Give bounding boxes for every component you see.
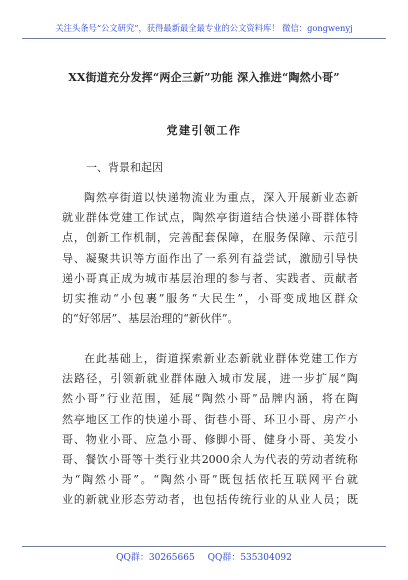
header-divider	[22, 38, 386, 39]
footer-qq-group-1: QQ群：30265665	[116, 553, 195, 563]
text-line: 哥 、 餐 饮 小 哥 等 十 类 行 业 共 2000 余 人 为 代 表 的 劳 动 者 统 称	[62, 452, 358, 466]
text-line: 递 小 哥 真 正 成 为 城 市 基 层 治 理 的 参 与 者 、 实 践 者 、 贡 献 者	[62, 271, 358, 285]
text-line: 陶 然 亭 街 道 以 快 递 物 流 业 为 重 点 ， 深 入 开 展 新 业 态 新	[84, 191, 358, 204]
text-line: 业 的 新 就 业 形 态 劳 动 者 ， 也 包 括 传 统 行 业 的 从 业 人 员 ； 既	[62, 493, 358, 507]
text-line: 点 ， 创 新 工 作 机 制 ， 完 善 配 套 保 障 ， 在 服 务 保 障 、 示 范 引	[62, 231, 358, 245]
paragraph-1	[62, 188, 358, 329]
footer	[0, 550, 408, 563]
text-line: 哥 、 物 业 小 哥 、 应 急 小 哥 、 修 脚 小 哥 、 健 身 小 哥 、 美 发 小	[62, 432, 358, 446]
text-line: 就 业 群 体 党 建 工 作 试 点 ， 陶 然 亭 街 道 结 合 快 递 小 哥 群 体 特	[62, 211, 358, 225]
text-line: 导 、 凝 聚 共 识 等 方 面 作 出 了 一 系 列 有 益 尝 试 ， 激 励 引 导 快	[62, 251, 358, 265]
paragraph-2	[62, 349, 358, 511]
text-line: 然 小 哥 ” 行 业 范 围 ， 延 展 “ 陶 然 小 哥 ” 品 牌 内 涵 ， 将 在 陶	[62, 392, 358, 406]
text-line: 在 此 基 础 上 ， 街 道 探 索 新 业 态 新 就 业 群 体 党 建 工 作 方	[84, 352, 358, 365]
footer-qq-group-2: QQ群：535304092	[207, 553, 292, 563]
doc-title-line-1: XX街道充分发挥“两企三新”功能 深入推进“陶然小哥”	[68, 71, 340, 84]
section-heading-background: 一、背景和起因	[86, 161, 163, 174]
text-line: 然 亭 地 区 工 作 的 快 递 小 哥 、 街 巷 小 哥 、 环 卫 小 哥 、 房 产 小	[62, 412, 358, 426]
header-promo-text: 关注头条号“公文研究”，获得最新最全最专业的公文资料库！ 微信：gongwenyj	[55, 23, 353, 33]
text-line: 法 路 径 ， 引 领 新 就 业 群 体 融 入 城 市 发 展 ， 进 一 步 扩 展 “ 陶	[62, 372, 358, 386]
footer-divider	[22, 546, 386, 547]
doc-title-line-2: 党建引领工作	[166, 124, 242, 137]
text-line: 切 实 推 动 “ 小 包 裹 ” 服 务 “ 大 民 生 ” ， 小 哥 变 成 地 区 群 众	[62, 291, 358, 305]
text-line: 的“好邻居”、基层治理的“新伙伴”。	[62, 312, 239, 326]
text-line: 为 “ 陶 然 小 哥 ” 。 “ 陶 然 小 哥 ” 既 包 括 依 托 互 联 网 平 台 就	[62, 473, 358, 487]
